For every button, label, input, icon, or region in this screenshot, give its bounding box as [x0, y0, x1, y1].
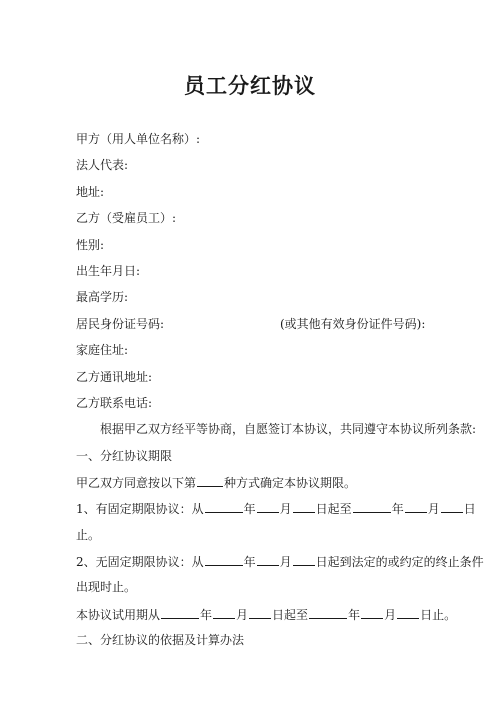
unfixed-start-month-blank[interactable]: [257, 553, 279, 566]
day-end-text: 日: [463, 502, 476, 516]
trial-period-line: [76, 606, 456, 623]
trial-end-month-blank[interactable]: [361, 606, 383, 619]
month-text: 月: [279, 555, 292, 569]
year-text: 年: [243, 555, 256, 569]
fixed-term-end-text: 止。: [76, 528, 101, 542]
month-text: 月: [427, 502, 440, 516]
month-text: 月: [384, 608, 397, 622]
preamble-text: 根据甲乙双方经平等协商，自愿签订本协议，共同遵守本协议所列条款:: [100, 422, 477, 436]
day-from-text: 日起至: [272, 608, 309, 622]
fixed-term-line: [76, 500, 476, 517]
trial-start-year-blank[interactable]: [161, 606, 199, 619]
year-text: 年: [200, 608, 213, 622]
fixed-start-day-blank[interactable]: [293, 500, 315, 513]
fixed-end-year-blank[interactable]: [353, 500, 391, 513]
birth-date-label: 出生年月日:: [76, 264, 141, 278]
month-text: 月: [236, 608, 249, 622]
section-1-heading: 一、分红协议期限: [76, 449, 173, 463]
fixed-start-month-blank[interactable]: [257, 500, 279, 513]
agree-method-line: [76, 474, 356, 491]
month-text: 月: [279, 502, 292, 516]
trial-end-year-blank[interactable]: [309, 606, 347, 619]
fixed-end-month-blank[interactable]: [405, 500, 427, 513]
home-address-label: 家庭住址:: [76, 343, 129, 357]
year-text: 年: [348, 608, 361, 622]
address-label: 地址:: [76, 185, 105, 199]
legal-rep-label: 法人代表:: [76, 158, 129, 172]
day-from-text: 日起至: [315, 502, 352, 516]
trial-end-text: 日止。: [420, 608, 457, 622]
mail-address-label: 乙方通讯地址:: [76, 370, 153, 384]
year-text: 年: [243, 502, 256, 516]
unfixed-term-prefix: 2、无固定期限协议：从: [76, 555, 204, 569]
method-number-blank[interactable]: [197, 474, 223, 487]
unfixed-start-day-blank[interactable]: [293, 553, 315, 566]
education-label: 最高学历:: [76, 290, 129, 304]
trial-end-day-blank[interactable]: [397, 606, 419, 619]
agree-prefix-text: 甲乙双方同意按以下第: [76, 476, 197, 490]
id-other-label: (或其他有效身份证件号码):: [280, 317, 426, 331]
unfixed-term-line: [76, 553, 484, 570]
gender-label: 性别:: [76, 238, 105, 252]
fixed-end-day-blank[interactable]: [441, 500, 463, 513]
trial-start-month-blank[interactable]: [213, 606, 235, 619]
year-text: 年: [391, 502, 404, 516]
trial-prefix: 本协议试用期从: [76, 608, 161, 622]
party-b-label: 乙方（受雇员工）:: [76, 211, 177, 225]
phone-label: 乙方联系电话:: [76, 396, 153, 410]
fixed-term-prefix: 1、有固定期限协议：从: [76, 502, 204, 516]
section-2-heading: 二、分红协议的依据及计算办法: [76, 633, 245, 647]
fixed-start-year-blank[interactable]: [205, 500, 243, 513]
unfixed-start-year-blank[interactable]: [205, 553, 243, 566]
occur-text: 出现时止。: [76, 580, 137, 594]
id-number-label: 居民身份证号码:: [76, 317, 165, 331]
agree-suffix-text: 种方式确定本协议期限。: [224, 476, 357, 490]
party-a-name-label: 甲方（用人单位名称）:: [76, 132, 201, 146]
trial-start-day-blank[interactable]: [249, 606, 271, 619]
unfixed-term-suffix: 日起到法定的或约定的终止条件: [315, 555, 484, 569]
document-title: 员工分红协议: [184, 74, 316, 98]
